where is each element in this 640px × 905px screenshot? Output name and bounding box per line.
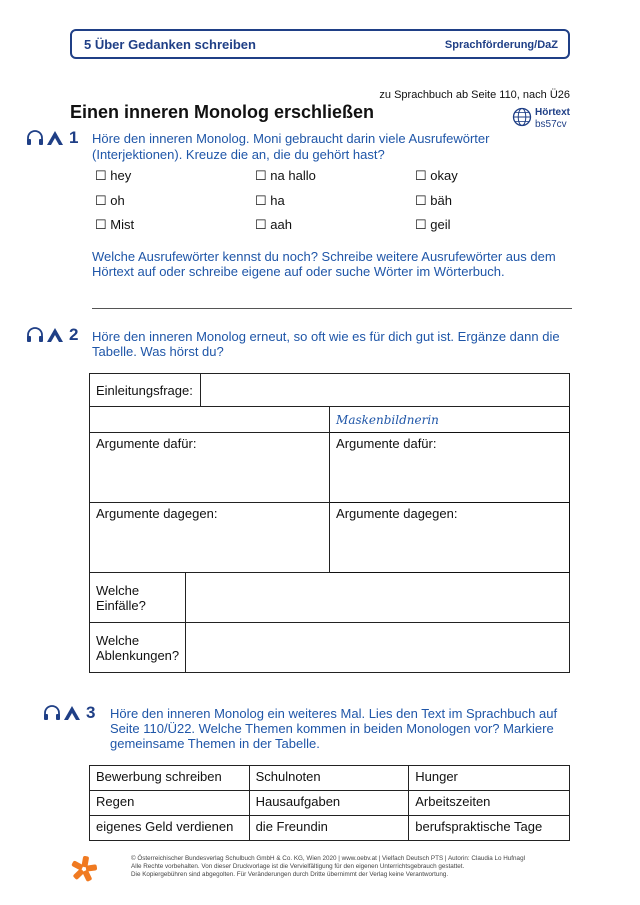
answer-line[interactable] bbox=[92, 308, 572, 309]
chapter-title: 5 Über Gedanken schreiben bbox=[84, 37, 256, 52]
topic-cell[interactable]: Schulnoten bbox=[249, 766, 409, 791]
topic-cell[interactable]: Regen bbox=[90, 791, 250, 816]
checkbox-label: hey bbox=[110, 168, 132, 183]
publisher-logo-icon bbox=[70, 855, 98, 883]
ideas-label-line1: Welche bbox=[96, 582, 140, 598]
topic-cell[interactable]: Hausaufgaben bbox=[249, 791, 409, 816]
monolog-table bbox=[89, 373, 570, 673]
page-title: Einen inneren Monolog erschließen bbox=[70, 102, 375, 122]
task1-instruction-line2: (Interjektionen). Kreuze die an, die du gehört hast? bbox=[92, 147, 385, 162]
checkbox-item[interactable]: ☐ aah bbox=[255, 217, 292, 232]
listening-icon bbox=[26, 129, 68, 147]
checkbox-item[interactable]: ☐ Mist bbox=[95, 217, 135, 232]
topic-cell[interactable]: Hunger bbox=[409, 766, 570, 791]
checkbox-label: geil bbox=[430, 217, 451, 232]
pro-arguments-right[interactable]: Argumente dafür: bbox=[330, 433, 570, 503]
listening-icon bbox=[26, 326, 68, 344]
checkbox-item[interactable]: ☐ na hallo bbox=[255, 168, 316, 183]
chapter-subtitle: Sprachförderung/DaZ bbox=[444, 39, 558, 51]
checkbox-label: Mist bbox=[110, 217, 135, 232]
task3-instruction-line3: gemeinsame Themen in der Tabelle. bbox=[110, 736, 320, 751]
checkbox-label: ha bbox=[270, 193, 285, 208]
distractions-answer[interactable] bbox=[186, 623, 570, 673]
ideas-label bbox=[90, 573, 186, 623]
option-left-answer[interactable] bbox=[90, 407, 330, 433]
checkbox-item[interactable]: ☐ oh bbox=[95, 193, 125, 208]
checkbox-item[interactable]: ☐ bäh bbox=[415, 193, 452, 208]
chapter-header bbox=[70, 29, 570, 59]
distractions-label bbox=[90, 623, 186, 673]
checkbox-item[interactable]: ☐ hey bbox=[95, 168, 132, 183]
checkbox-label: aah bbox=[270, 217, 292, 232]
textbook-reference: zu Sprachbuch ab Seite 110, nach Ü26 bbox=[379, 89, 570, 101]
task-number-1: 1 bbox=[69, 128, 79, 147]
checkbox-label: oh bbox=[110, 193, 125, 208]
footer-line1: © Österreichischer Bundesverlag Schulbuch GmbH & Co. KG, Wien 2020 | www.oebv.at | Vielfach Deutsch PTS | Autorin: Claudia Lo Hufnagl bbox=[131, 855, 525, 862]
topic-cell[interactable]: eigenes Geld verdienen bbox=[90, 816, 250, 841]
con-arguments-right[interactable]: Argumente dagegen: bbox=[330, 503, 570, 573]
checkbox-label: okay bbox=[430, 168, 458, 183]
task3-instruction-line2: Seite 110/Ü22. Welche Themen kommen in beiden Monologen vor? Markiere bbox=[110, 721, 554, 736]
handwritten-answer[interactable]: Maskenbildnerin bbox=[330, 407, 570, 433]
topic-cell[interactable]: Arbeitszeiten bbox=[409, 791, 570, 816]
topic-cell[interactable]: die Freundin bbox=[249, 816, 409, 841]
con-arguments-left[interactable]: Argumente dagegen: bbox=[90, 503, 330, 573]
footer-copyright bbox=[131, 855, 571, 879]
task2-instruction-line2: Tabelle. Was hörst du? bbox=[92, 344, 224, 359]
task1-followup-line2: Hörtext auf oder schreibe eigene auf oder suche Wörter im Wörterbuch. bbox=[92, 264, 505, 279]
globe-icon bbox=[512, 107, 532, 127]
task1-followup-line1: Welche Ausrufewörter kennst du noch? Schreibe weitere Ausrufewörter aus dem bbox=[92, 249, 556, 264]
footer-line3: Die Kopiergebühren sind abgegolten. Für Veränderungen durch Dritte übernimmt der Verlag keine Verantwortung. bbox=[131, 871, 449, 878]
checkbox-item[interactable]: ☐ ha bbox=[255, 193, 285, 208]
task3-instruction-line1: Höre den inneren Monolog ein weiteres Mal. Lies den Text im Sprachbuch auf bbox=[110, 706, 558, 721]
topic-cell[interactable]: Bewerbung schreiben bbox=[90, 766, 250, 791]
task-number-2: 2 bbox=[69, 325, 79, 344]
checkbox-label: na hallo bbox=[270, 168, 316, 183]
ideas-label-line2: Einfälle? bbox=[96, 597, 146, 613]
task2-instruction-line1: Höre den inneren Monolog erneut, so oft wie es für dich gut ist. Ergänze dann die bbox=[92, 329, 560, 344]
pro-arguments-left[interactable]: Argumente dafür: bbox=[90, 433, 330, 503]
ideas-answer[interactable] bbox=[186, 573, 570, 623]
checkbox-label: bäh bbox=[430, 193, 452, 208]
distractions-label-line1: Welche bbox=[96, 632, 140, 648]
checkbox-item[interactable]: ☐ okay bbox=[415, 168, 458, 183]
footer-line2: Alle Rechte vorbehalten. Von dieser Druckvorlage ist die Vervielfältigung für den eigenen Unterrichtsgebrauch gestattet. bbox=[131, 863, 465, 870]
intro-question-answer[interactable] bbox=[201, 374, 570, 407]
topics-table bbox=[89, 765, 570, 841]
table-row bbox=[90, 816, 570, 841]
checkbox-item[interactable]: ☐ geil bbox=[415, 217, 451, 232]
audio-code[interactable]: bs57cv bbox=[535, 119, 567, 130]
audio-label[interactable]: Hörtext bbox=[535, 107, 571, 118]
table-row bbox=[90, 766, 570, 791]
topic-cell[interactable]: berufspraktische Tage bbox=[409, 816, 570, 841]
task1-instruction-line1: Höre den inneren Monolog. Moni gebraucht darin viele Ausrufewörter bbox=[92, 131, 490, 146]
intro-question-label: Einleitungsfrage: bbox=[90, 374, 201, 407]
table-row bbox=[90, 791, 570, 816]
task-number-3: 3 bbox=[86, 703, 96, 722]
distractions-label-line2: Ablenkungen? bbox=[96, 647, 180, 663]
listening-icon bbox=[43, 704, 85, 722]
